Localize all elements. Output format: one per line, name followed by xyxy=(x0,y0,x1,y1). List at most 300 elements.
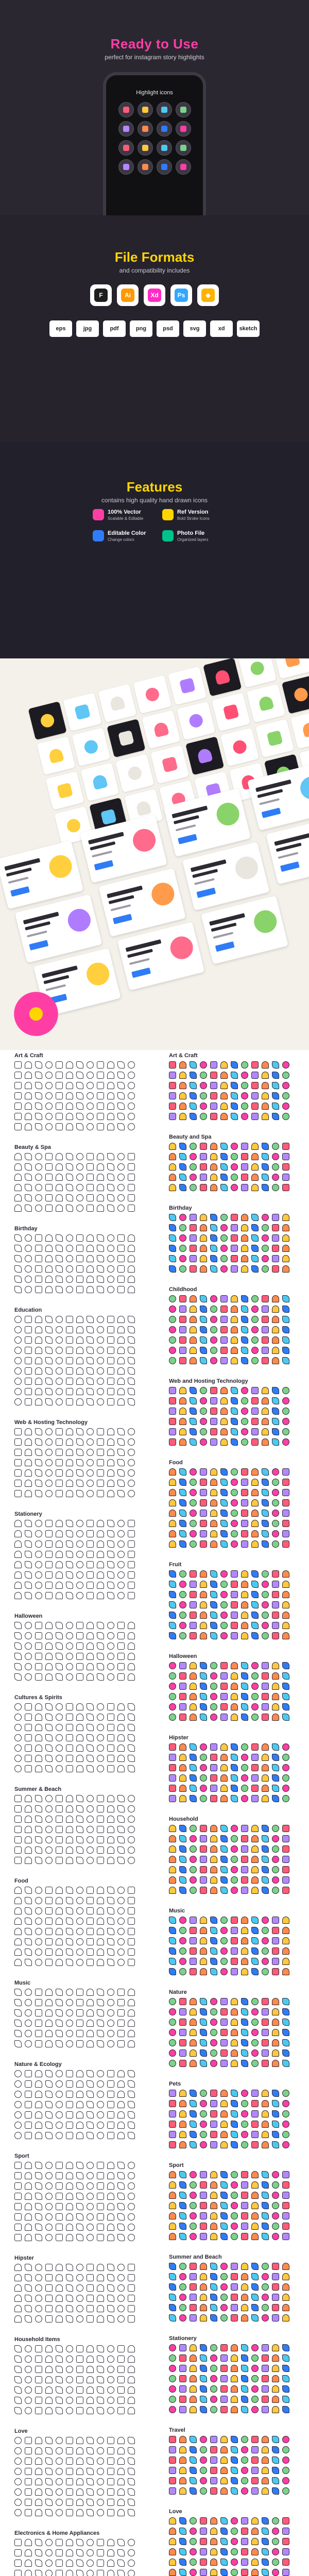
category-icon xyxy=(66,2132,73,2139)
category-icon xyxy=(128,1316,135,1323)
category-icon xyxy=(200,2406,207,2413)
category-icon xyxy=(190,1743,197,1751)
story-highlight[interactable] xyxy=(176,159,191,175)
category-icon xyxy=(76,1072,83,1079)
category-icon xyxy=(25,1918,32,1925)
category-icon xyxy=(45,1734,53,1741)
category-icon xyxy=(169,1357,176,1364)
story-highlight[interactable] xyxy=(118,121,134,137)
category-icon xyxy=(14,1582,22,1589)
category-icon xyxy=(87,2478,94,2485)
category-icon xyxy=(190,1958,197,1965)
category-icon xyxy=(14,1265,22,1273)
category-icon xyxy=(190,1103,197,1110)
category-icon xyxy=(117,1255,125,1262)
category-icon xyxy=(97,2009,104,2016)
category-icon xyxy=(128,1072,135,1079)
category-icon xyxy=(107,1887,114,1894)
category-icon xyxy=(210,2406,217,2413)
category-icon xyxy=(262,1530,269,1537)
category-icon xyxy=(25,1123,32,1130)
feature-title: 100% Vector xyxy=(108,509,141,515)
category-icon xyxy=(169,2019,176,2026)
hero-section xyxy=(0,0,309,215)
category-icon xyxy=(282,1082,289,1089)
category-icon xyxy=(220,2375,228,2382)
tile-illustration-icon xyxy=(118,730,134,747)
story-highlight[interactable] xyxy=(118,159,134,175)
category-icon xyxy=(190,2344,197,2351)
category-icon xyxy=(35,1357,42,1364)
category-icon xyxy=(87,1255,94,1262)
category-icon xyxy=(210,1184,217,1191)
category-icon xyxy=(200,2090,207,2097)
category-icon xyxy=(66,2407,73,2414)
category-icon xyxy=(210,1489,217,1496)
category-icon xyxy=(66,1123,73,1130)
category-icon xyxy=(14,1388,22,1395)
category-icon xyxy=(282,1306,289,1313)
icon-categories xyxy=(0,1050,309,2576)
story-highlight[interactable] xyxy=(138,140,153,156)
category-icon xyxy=(87,1347,94,1354)
category-icon xyxy=(66,2345,73,2352)
category-icon xyxy=(14,2447,22,2454)
category-icon xyxy=(200,1672,207,1680)
category-icon xyxy=(128,2447,135,2454)
category-icon xyxy=(231,2344,238,2351)
category-icon xyxy=(128,1490,135,1497)
category-icon xyxy=(14,1571,22,1579)
category-icon xyxy=(66,1632,73,1639)
category-icon xyxy=(128,2284,135,2292)
category-icon xyxy=(128,1959,135,1966)
category-icon xyxy=(200,1234,207,1242)
category-icon xyxy=(272,1866,279,1873)
story-highlight[interactable] xyxy=(176,140,191,156)
highlight-icon xyxy=(123,164,129,170)
category-icon xyxy=(128,1082,135,1089)
category-icon xyxy=(179,2019,186,2026)
category-icon xyxy=(272,1326,279,1333)
category-icon xyxy=(107,1061,114,1069)
category-icon xyxy=(241,2039,248,2046)
category-icon xyxy=(220,2273,228,2280)
category-icon xyxy=(87,2040,94,2047)
category-icon xyxy=(282,1510,289,1517)
category-icon xyxy=(35,2020,42,2027)
category-icon xyxy=(169,1103,176,1110)
category-icon xyxy=(25,1184,32,1191)
icon-grid xyxy=(169,1998,298,2067)
category-icon xyxy=(179,2477,186,2484)
category-icon xyxy=(97,1724,104,1731)
category-icon xyxy=(251,2121,259,2128)
category-icon xyxy=(14,1234,22,1242)
category-icon xyxy=(76,2315,83,2323)
category-icon xyxy=(117,1826,125,1833)
category-icon xyxy=(76,1438,83,1446)
category-icon xyxy=(241,1917,248,1924)
category-icon xyxy=(35,1744,42,1752)
category-icon xyxy=(272,1387,279,1394)
category-icon xyxy=(169,1612,176,1619)
category-icon xyxy=(231,2396,238,2403)
category-icon xyxy=(179,1163,186,1171)
icon-grid xyxy=(14,1061,143,1130)
category-icon xyxy=(190,1357,197,1364)
category-icon xyxy=(241,1754,248,1761)
category-icon xyxy=(87,1388,94,1395)
category-icon xyxy=(272,2110,279,2117)
category-icon xyxy=(231,1845,238,1853)
category-icon xyxy=(76,1887,83,1894)
category-icon xyxy=(231,2029,238,2036)
category-icon xyxy=(25,1174,32,1181)
category-icon xyxy=(251,2406,259,2413)
story-highlight[interactable] xyxy=(157,159,172,175)
category-icon xyxy=(210,1795,217,1802)
category-icon xyxy=(76,2182,83,2190)
category-icon xyxy=(241,1306,248,1313)
category-icon xyxy=(97,2345,104,2352)
category-icon xyxy=(35,1846,42,1854)
category-icon xyxy=(35,1174,42,1181)
category-icon xyxy=(251,1153,259,1160)
category-icon xyxy=(220,1468,228,1476)
icon-grid xyxy=(14,2162,143,2241)
feature-item xyxy=(93,509,152,521)
category-icon xyxy=(25,1938,32,1945)
category-icon xyxy=(231,1887,238,1894)
category-icon xyxy=(190,1530,197,1537)
category-icon xyxy=(97,2386,104,2394)
category-icon xyxy=(200,2110,207,2117)
icon-tile xyxy=(115,754,154,792)
icon-category xyxy=(169,1732,298,1802)
category-icon xyxy=(231,1245,238,1252)
category-icon xyxy=(56,1530,63,1537)
category-icon xyxy=(169,1540,176,1548)
category-icon xyxy=(200,1316,207,1323)
category-icon xyxy=(190,1927,197,1934)
category-icon xyxy=(117,2458,125,2465)
story-highlight[interactable] xyxy=(118,140,134,156)
category-icon xyxy=(200,2487,207,2495)
category-icon xyxy=(200,1876,207,1884)
category-icon xyxy=(231,1968,238,1975)
category-icon xyxy=(282,2314,289,2321)
category-icon xyxy=(76,1663,83,1670)
category-icon xyxy=(179,2569,186,2576)
category-icon xyxy=(210,2558,217,2566)
category-icon xyxy=(35,2193,42,2200)
category-icon xyxy=(241,2375,248,2382)
category-icon xyxy=(25,1836,32,1843)
category-icon xyxy=(282,2039,289,2046)
category-icon xyxy=(25,1582,32,1589)
category-icon xyxy=(190,1917,197,1924)
category-icon xyxy=(25,1469,32,1477)
category-icon xyxy=(262,1103,269,1110)
category-icon xyxy=(35,2122,42,2129)
category-icon xyxy=(179,1479,186,1486)
category-icon xyxy=(251,2538,259,2545)
tile-illustration-icon xyxy=(188,713,204,729)
category-icon xyxy=(169,1743,176,1751)
category-icon xyxy=(282,1438,289,1446)
category-icon xyxy=(117,2162,125,2169)
category-icon xyxy=(179,1184,186,1191)
category-icon xyxy=(220,2090,228,2097)
icon-category xyxy=(169,2506,298,2576)
category-icon xyxy=(251,1468,259,1476)
feature-icon xyxy=(93,530,104,541)
category-icon xyxy=(25,1592,32,1599)
category-icon xyxy=(45,1336,53,1344)
story-highlight[interactable] xyxy=(138,121,153,137)
category-icon xyxy=(117,1326,125,1333)
category-icon xyxy=(282,1153,289,1160)
icon-grid xyxy=(14,1234,143,1293)
category-icon xyxy=(76,2009,83,2016)
category-icon xyxy=(97,2030,104,2037)
category-icon xyxy=(200,1774,207,1782)
category-title: Nature & Ecology xyxy=(14,2061,62,2067)
category-icon xyxy=(251,1428,259,1435)
category-icon xyxy=(179,1968,186,1975)
category-icon xyxy=(179,1499,186,1506)
category-icon xyxy=(272,2029,279,2036)
category-icon xyxy=(76,2488,83,2496)
category-icon xyxy=(210,2487,217,2495)
category-title: Stationery xyxy=(169,2335,197,2342)
icon-category xyxy=(14,1050,143,1130)
category-title: Household xyxy=(169,1816,198,1822)
category-icon xyxy=(169,1184,176,1191)
category-icon xyxy=(220,1917,228,1924)
category-icon xyxy=(97,2162,104,2169)
category-icon xyxy=(190,1835,197,1842)
category-icon xyxy=(45,1153,53,1160)
category-icon xyxy=(200,2517,207,2524)
category-icon xyxy=(179,2131,186,2138)
category-icon xyxy=(220,1764,228,1771)
category-icon xyxy=(262,1622,269,1629)
category-icon xyxy=(25,2203,32,2210)
category-icon xyxy=(66,2355,73,2363)
icon-tile xyxy=(107,719,145,757)
category-icon xyxy=(45,1092,53,1099)
category-icon xyxy=(282,1845,289,1853)
category-icon xyxy=(262,1887,269,1894)
story-highlight[interactable] xyxy=(157,140,172,156)
category-icon xyxy=(45,1826,53,1833)
category-icon xyxy=(169,1530,176,1537)
category-icon xyxy=(210,1326,217,1333)
category-icon xyxy=(210,1153,217,1160)
category-icon xyxy=(231,1255,238,1262)
category-title: Summer & Beach xyxy=(14,1786,62,1792)
category-icon xyxy=(107,2122,114,2129)
category-icon xyxy=(87,1703,94,1710)
category-icon xyxy=(200,2049,207,2057)
category-icon xyxy=(76,1449,83,1456)
icon-category xyxy=(169,1050,298,1120)
category-icon xyxy=(220,2171,228,2178)
category-icon xyxy=(66,2305,73,2312)
category-icon xyxy=(25,2213,32,2221)
category-icon xyxy=(282,1540,289,1548)
category-icon xyxy=(220,2446,228,2453)
category-icon xyxy=(169,1336,176,1344)
category-icon xyxy=(45,2570,53,2576)
category-icon xyxy=(66,1388,73,1395)
category-icon xyxy=(200,1418,207,1425)
category-icon xyxy=(66,1918,73,1925)
category-icon xyxy=(97,2111,104,2119)
category-icon xyxy=(251,2548,259,2555)
category-icon xyxy=(169,1174,176,1181)
category-icon xyxy=(25,2020,32,2027)
category-icon xyxy=(272,1998,279,2005)
category-icon xyxy=(210,1428,217,1435)
category-icon xyxy=(210,1357,217,1364)
category-icon xyxy=(282,2202,289,2209)
category-icon xyxy=(35,2224,42,2231)
category-icon xyxy=(87,1286,94,1293)
category-icon xyxy=(76,2570,83,2576)
category-icon xyxy=(97,2397,104,2404)
category-icon xyxy=(35,1378,42,1385)
category-icon xyxy=(97,2264,104,2271)
category-icon xyxy=(282,2233,289,2240)
category-icon xyxy=(87,2468,94,2475)
category-icon xyxy=(231,2223,238,2230)
category-title: Food xyxy=(14,1878,28,1884)
category-icon xyxy=(56,2468,63,2475)
category-icon xyxy=(107,1367,114,1375)
category-icon xyxy=(272,2538,279,2545)
category-icon xyxy=(169,2528,176,2535)
category-icon xyxy=(179,2039,186,2046)
category-icon xyxy=(35,1948,42,1956)
story-highlight[interactable] xyxy=(157,121,172,137)
category-icon xyxy=(56,1205,63,1212)
category-icon xyxy=(117,1520,125,1527)
icon-category xyxy=(169,1202,298,1273)
category-icon xyxy=(76,2549,83,2556)
category-icon xyxy=(87,1714,94,1721)
category-icon xyxy=(128,1255,135,1262)
category-icon xyxy=(35,2234,42,2241)
category-icon xyxy=(45,2397,53,2404)
icon-tile xyxy=(28,701,67,740)
category-icon xyxy=(272,2375,279,2382)
story-highlight[interactable] xyxy=(118,102,134,117)
category-icon xyxy=(200,2538,207,2545)
category-icon xyxy=(272,1570,279,1578)
category-icon xyxy=(117,1480,125,1487)
category-icon xyxy=(66,1357,73,1364)
category-icon xyxy=(251,1570,259,1578)
category-icon xyxy=(97,1846,104,1854)
category-icon xyxy=(262,1601,269,1608)
category-title: Halloween xyxy=(14,1613,43,1619)
category-icon xyxy=(45,2020,53,2027)
category-icon xyxy=(262,2181,269,2189)
category-icon xyxy=(56,2397,63,2404)
feature-description: Change colors xyxy=(108,537,134,542)
story-highlight[interactable] xyxy=(138,159,153,175)
category-icon xyxy=(241,1876,248,1884)
category-icon xyxy=(220,1672,228,1680)
category-icon xyxy=(200,1570,207,1578)
category-icon xyxy=(25,2040,32,2047)
category-icon xyxy=(66,2386,73,2394)
story-highlight[interactable] xyxy=(138,102,153,117)
category-icon xyxy=(66,1174,73,1181)
card-illustration-icon xyxy=(252,908,279,935)
category-icon xyxy=(272,1163,279,1171)
category-icon xyxy=(262,2344,269,2351)
story-highlight[interactable] xyxy=(157,102,172,117)
category-icon xyxy=(179,2008,186,2015)
category-icon xyxy=(87,2366,94,2373)
category-icon xyxy=(66,1459,73,1466)
category-icon xyxy=(179,2406,186,2413)
category-icon xyxy=(117,1561,125,1568)
category-icon xyxy=(190,2131,197,2138)
category-icon xyxy=(272,2436,279,2443)
category-icon xyxy=(107,1092,114,1099)
category-icon xyxy=(56,1857,63,1864)
category-icon xyxy=(76,2376,83,2383)
category-icon xyxy=(45,1805,53,1812)
category-icon xyxy=(169,2202,176,2209)
category-icon xyxy=(282,1570,289,1578)
category-icon xyxy=(97,1857,104,1864)
category-icon xyxy=(107,1744,114,1752)
category-icon xyxy=(35,2345,42,2352)
category-icon xyxy=(220,2477,228,2484)
category-icon xyxy=(251,2283,259,2291)
category-icon xyxy=(231,2314,238,2321)
story-highlight[interactable] xyxy=(176,102,191,117)
category-icon xyxy=(262,1082,269,1089)
category-title: Beauty and Spa xyxy=(169,1134,212,1140)
category-icon xyxy=(272,2233,279,2240)
category-icon xyxy=(97,2020,104,2027)
feature-item xyxy=(162,509,221,521)
category-icon xyxy=(251,2131,259,2138)
category-icon xyxy=(251,1092,259,1099)
category-icon xyxy=(45,1245,53,1252)
category-icon xyxy=(231,1570,238,1578)
category-title: Love xyxy=(14,2428,28,2434)
category-icon xyxy=(56,1540,63,1548)
category-icon xyxy=(262,1479,269,1486)
category-icon xyxy=(179,2517,186,2524)
category-icon xyxy=(169,1224,176,1231)
category-icon xyxy=(179,1540,186,1548)
story-highlight[interactable] xyxy=(176,121,191,137)
category-icon xyxy=(117,1276,125,1283)
category-icon xyxy=(117,2203,125,2210)
category-icon xyxy=(76,2040,83,2047)
category-icon xyxy=(97,1428,104,1435)
category-icon xyxy=(107,1113,114,1120)
